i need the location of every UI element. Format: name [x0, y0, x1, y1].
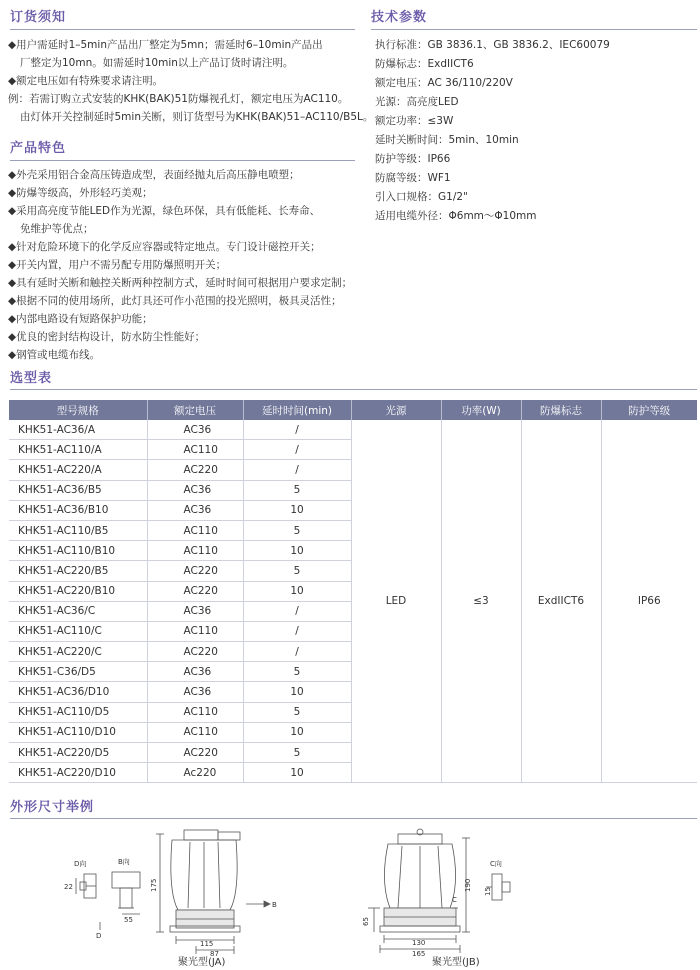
drawing-ja [60, 822, 300, 957]
voltage-cell: AC110 [147, 702, 243, 722]
text-line: ◆针对危险环境下的化学反应容器或特定地点。专门设计磁控开关； [8, 241, 321, 253]
delay-cell: / [243, 440, 351, 460]
tech-params-list [375, 36, 610, 226]
model-cell: KHK51-AC36/D10 [9, 682, 147, 702]
tech-params-title: 技术参数 [371, 10, 428, 25]
delay-cell: / [243, 420, 351, 440]
delay-cell: 5 [243, 561, 351, 581]
jb-dim-190: 190 [464, 878, 472, 892]
text-line: 例：若需订购立式安装的KHK(BAK)51防爆视孔灯，额定电压为AC110。 [8, 93, 349, 105]
voltage-cell: AC110 [147, 520, 243, 540]
spec-row: 光源：高亮度LED [375, 96, 459, 108]
text-line: ◆内部电路设有短路保护功能； [8, 313, 153, 325]
spec-row: 额定功率：≤3W [375, 115, 454, 127]
header-ip: 防护等级 [601, 400, 697, 420]
voltage-cell: Ac220 [147, 763, 243, 783]
ja-dim-87: 87 [210, 950, 219, 957]
spec-row: 适用电缆外径：Φ6mm～Φ10mm [375, 210, 537, 222]
model-cell: KHK51-C36/D5 [9, 662, 147, 682]
spec-row: 额定电压：AC 36/110/220V [375, 77, 513, 89]
ip-rating-cell: IP66 [601, 420, 697, 783]
delay-cell: 5 [243, 520, 351, 540]
spec-row: 防护等级：IP66 [375, 153, 451, 165]
delay-cell: / [243, 642, 351, 662]
selection-title: 选型表 [10, 371, 53, 386]
model-cell: KHK51-AC220/D5 [9, 743, 147, 763]
tech-params-rule [371, 29, 697, 30]
features-body [8, 166, 363, 364]
model-cell: KHK51-AC110/D10 [9, 722, 147, 742]
spec-row: 防腐等级：WF1 [375, 172, 451, 184]
voltage-cell: AC36 [147, 682, 243, 702]
dimensions-title: 外形尺寸举例 [10, 800, 95, 815]
delay-cell: 5 [243, 662, 351, 682]
text-line: ◆具有延时关断和触控关断两种控制方式，延时时间可根据用户要求定制； [8, 277, 353, 289]
ja-d-arrow-label: D [96, 932, 102, 940]
order-notice-title: 订货须知 [10, 10, 67, 25]
model-cell: KHK51-AC220/A [9, 460, 147, 480]
text-line: ◆额定电压如有特殊要求请注明。 [8, 75, 164, 87]
delay-cell: 10 [243, 763, 351, 783]
b-view-drawing [112, 872, 140, 908]
power-cell: ≤3 [441, 420, 521, 783]
delay-cell: 5 [243, 702, 351, 722]
model-cell: KHK51-AC36/B10 [9, 500, 147, 520]
model-cell: KHK51-AC110/C [9, 621, 147, 641]
lamp-body-jb [368, 829, 460, 932]
voltage-cell: AC36 [147, 420, 243, 440]
jb-dim-165: 165 [412, 950, 426, 957]
delay-cell: 10 [243, 722, 351, 742]
model-cell: KHK51-AC110/B10 [9, 541, 147, 561]
model-cell: KHK51-AC220/C [9, 642, 147, 662]
model-cell: KHK51-AC220/B10 [9, 581, 147, 601]
selection-table [9, 400, 697, 783]
voltage-cell: AC220 [147, 460, 243, 480]
spec-row: 执行标准：GB 3836.1、GB 3836.2、IEC60079 [375, 39, 610, 51]
text-line: 免维护等优点； [20, 223, 94, 235]
ja-b-arrow-label: B [272, 901, 277, 909]
delay-cell: 10 [243, 581, 351, 601]
order-notice-rule [10, 29, 355, 30]
text-line: ◆根据不同的使用场所，此灯具还可作小范围的投光照明，极具灵活性； [8, 295, 342, 307]
delay-cell: 10 [243, 500, 351, 520]
delay-cell: / [243, 460, 351, 480]
jb-c-arrow-label: C [452, 896, 457, 904]
voltage-cell: AC36 [147, 662, 243, 682]
header-power: 功率(W) [441, 400, 521, 420]
selection-header-row [9, 400, 697, 420]
header-voltage: 额定电压 [147, 400, 243, 420]
voltage-cell: AC220 [147, 581, 243, 601]
model-cell: KHK51-AC110/A [9, 440, 147, 460]
voltage-cell: AC36 [147, 601, 243, 621]
delay-cell: / [243, 601, 351, 621]
table-row [9, 420, 697, 440]
delay-cell: 5 [243, 743, 351, 763]
ja-b-dir-label: B向 [118, 858, 130, 866]
ja-dim-55: 55 [124, 916, 133, 924]
text-line: ◆防爆等级高，外形轻巧美观； [8, 187, 153, 199]
text-line: 厂整定为10mn。如需延时10min以上产品订货时请注明。 [20, 57, 294, 69]
drawing-jb [340, 822, 540, 957]
delay-cell: 10 [243, 682, 351, 702]
voltage-cell: AC36 [147, 500, 243, 520]
features-title: 产品特色 [10, 141, 67, 156]
jb-dim-130: 130 [412, 939, 426, 947]
jb-dim-65: 65 [362, 917, 370, 926]
d-view-drawing [80, 874, 96, 898]
voltage-cell: AC110 [147, 621, 243, 641]
delay-cell: 5 [243, 480, 351, 500]
delay-cell: 10 [243, 541, 351, 561]
ja-dim-22: 22 [64, 883, 73, 891]
spec-row: 防爆标志：ExdIICT6 [375, 58, 474, 70]
text-line: 由灯体开关控制延时5min关断，则订货型号为KHK(BAK)51–AC110/B5L。 [20, 111, 374, 123]
dimensions-rule [10, 818, 697, 819]
ex-mark-cell: ExdIICT6 [521, 420, 601, 783]
voltage-cell: AC36 [147, 480, 243, 500]
header-ex-mark: 防爆标志 [521, 400, 601, 420]
ja-dim-115: 115 [200, 940, 214, 948]
features-rule [10, 160, 355, 161]
model-cell: KHK51-AC220/B5 [9, 561, 147, 581]
model-cell: KHK51-AC220/D10 [9, 763, 147, 783]
ja-d-dir-label: D向 [74, 860, 87, 868]
model-cell: KHK51-AC36/B5 [9, 480, 147, 500]
voltage-cell: AC220 [147, 743, 243, 763]
voltage-cell: AC220 [147, 642, 243, 662]
text-line: ◆采用高亮度节能LED作为光源，绿色环保，具有低能耗、长寿命、 [8, 205, 321, 217]
model-cell: KHK51-AC36/C [9, 601, 147, 621]
header-light-source: 光源 [351, 400, 441, 420]
text-line: ◆外壳采用铝合金高压铸造成型，表面经抛丸后高压静电喷塑； [8, 169, 300, 181]
header-delay: 延时时间(min) [243, 400, 351, 420]
jb-c-dir-label: C向 [490, 860, 502, 868]
lamp-body-ja [170, 830, 240, 932]
delay-cell: / [243, 621, 351, 641]
model-cell: KHK51-AC110/B5 [9, 520, 147, 540]
voltage-cell: AC110 [147, 440, 243, 460]
caption-jb: 聚光型(JB) [432, 957, 480, 968]
order-notice-body [8, 36, 374, 126]
jb-dim-15: 15 [484, 887, 492, 896]
text-line: ◆用户需延时1–5min产品出厂整定为5mn；需延时6–10min产品出 [8, 39, 323, 51]
light-source-cell: LED [351, 420, 441, 783]
text-line: ◆开关内置，用户不需另配专用防爆照明开关； [8, 259, 227, 271]
header-model: 型号规格 [9, 400, 147, 420]
text-line: ◆钢管或电缆布线。 [8, 349, 101, 361]
model-cell: KHK51-AC110/D5 [9, 702, 147, 722]
ja-dim-175: 175 [150, 878, 158, 892]
voltage-cell: AC220 [147, 561, 243, 581]
voltage-cell: AC110 [147, 722, 243, 742]
selection-rule [10, 389, 697, 390]
caption-ja: 聚光型(JA) [178, 957, 226, 968]
model-cell: KHK51-AC36/A [9, 420, 147, 440]
spec-row: 引入口规格：G1/2" [375, 191, 468, 203]
voltage-cell: AC110 [147, 541, 243, 561]
spec-row: 延时关断时间：5min、10min [375, 134, 519, 146]
text-line: ◆优良的密封结构设计，防水防尘性能好； [8, 331, 206, 343]
